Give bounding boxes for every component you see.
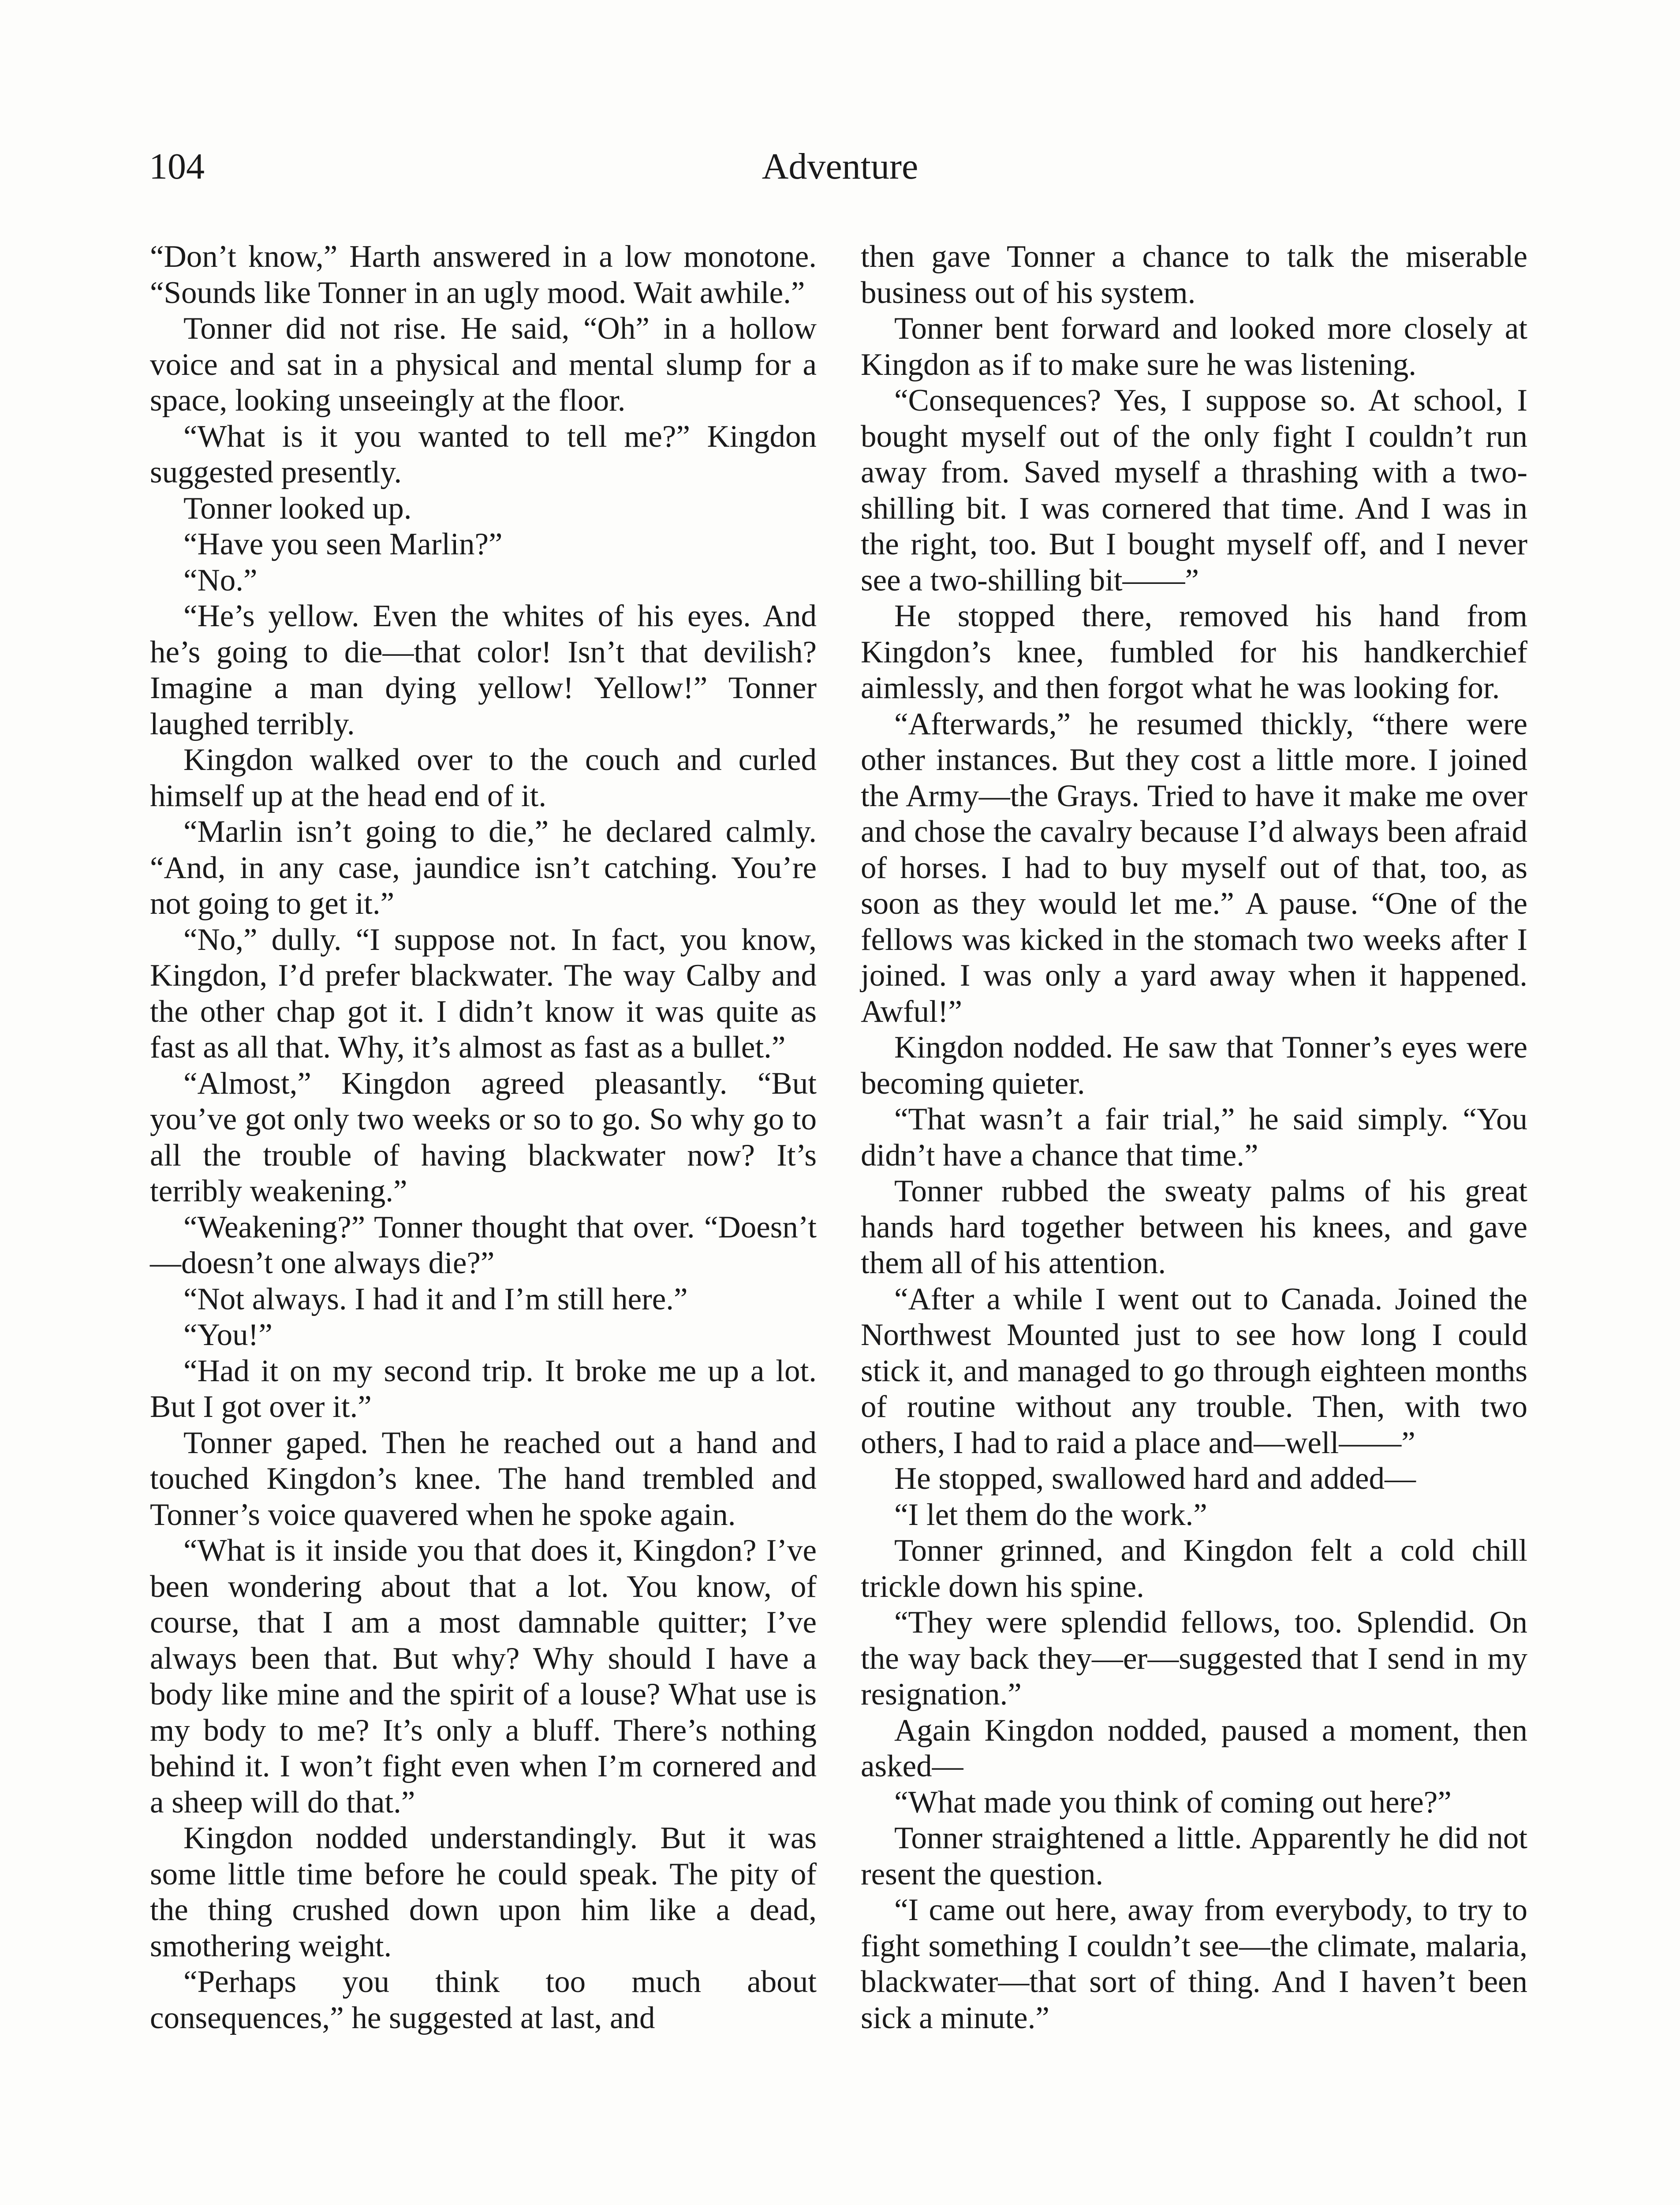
paragraph: Tonner bent forward and looked more closely at Kingdon as if to make sure he was listening. [861, 311, 1527, 382]
paragraph: “Don’t know,” Harth answered in a low monotone. “Sounds like Tonner in an ugly mood. Wait awhile.” [150, 239, 817, 310]
page-number: 104 [149, 146, 205, 187]
running-head-title: Adventure [762, 146, 918, 187]
paragraph: “Have you seen Marlin?” [183, 527, 503, 561]
paragraph: “Almost,” Kingdon agreed pleasantly. “But you’ve got only two weeks or so to go. So why go to all the trouble of having blackwater now? It’s terribly weakening.” [150, 1066, 817, 1208]
paragraph: Again Kingdon nodded, paused a moment, then asked— [861, 1713, 1527, 1783]
paragraph: Tonner gaped. Then he reached out a hand and touched Kingdon’s knee. The hand trembled and Tonner’s voice quavered when he spoke again. [150, 1425, 817, 1532]
paragraph: “Perhaps you think too much about consequences,” he suggested at last, and [150, 1965, 817, 2035]
paragraph: “What made you think of coming out here?” [894, 1785, 1452, 1820]
paragraph: Tonner did not rise. He said, “Oh” in a hollow voice and sat in a physical and mental slump for a space, looking unseeingly at the floor. [150, 311, 817, 418]
paragraph: then gave Tonner a chance to talk the miserable business out of his system. [861, 239, 1527, 310]
paragraph: “You!” [183, 1318, 273, 1352]
paragraph: “Weakening?” Tonner thought that over. “Doesn’t—doesn’t one always die?” [150, 1210, 817, 1280]
paragraph: “No,” dully. “I suppose not. In fact, you know, Kingdon, I’d prefer blackwater. The way Calby and the other chap got it. I didn’t know it was quite as fast as all that. Why, it’s almost as fast as a bullet.” [150, 922, 817, 1065]
paragraph: “I came out here, away from everybody, to try to fight something I couldn’t see—the climate, malaria, blackwater—that sort of thing. And I haven’t been sick a minute.” [861, 1893, 1527, 2035]
paragraph: “Consequences? Yes, I suppose so. At school, I bought myself out of the only fight I couldn’t run away from. Saved myself a thrashing with a two-shilling bit. I was cornered that time. And I was in the right, too. But I bought myself off, and I never see a two-shilling bit——” [861, 383, 1527, 598]
paragraph: Tonner rubbed the sweaty palms of his great hands hard together between his knees, and gave them all of his attention. [861, 1174, 1527, 1280]
paragraph: “That wasn’t a fair trial,” he said simply. “You didn’t have a chance that time.” [861, 1102, 1527, 1173]
paragraph: “What is it you wanted to tell me?” Kingdon suggested presently. [150, 419, 817, 490]
paragraph: “I let them do the work.” [894, 1497, 1207, 1532]
paragraph: Kingdon nodded understandingly. But it was some little time before he could speak. The pity of the thing crushed down upon him like a dead, smothering weight. [150, 1821, 817, 1963]
right-column [861, 239, 1527, 2036]
paragraph: “No.” [183, 563, 258, 598]
paragraph: “Afterwards,” he resumed thickly, “there were other instances. But they cost a little more. I joined the Army—the Grays. Tried to have it make me over and chose the cavalry because I’d always been afraid of horses. I had to buy myself out of that, too, as soon as they would let me.” A pause. “One of the fellows was kicked in the stomach two weeks after I joined. I was only a yard away when it happened. Awful!” [861, 706, 1527, 1029]
paragraph: “He’s yellow. Even the whites of his eyes. And he’s going to die—that color! Isn’t that devilish? Imagine a man dying yellow! Yellow!” Tonner laughed terribly. [150, 599, 817, 741]
paragraph: “Marlin isn’t going to die,” he declared calmly. “And, in any case, jaundice isn’t catching. You’re not going to get it.” [150, 815, 817, 921]
paragraph: “They were splendid fellows, too. Splendid. On the way back they—er—suggested that I send in my resignation.” [861, 1605, 1527, 1712]
paragraph: “Not always. I had it and I’m still here.” [183, 1282, 688, 1316]
paragraph: He stopped there, removed his hand from Kingdon’s knee, fumbled for his handkerchief aimlessly, and then forgot what he was looking for. [861, 599, 1527, 705]
paragraph: Tonner grinned, and Kingdon felt a cold chill trickle down his spine. [861, 1533, 1527, 1604]
paragraph: “Had it on my second trip. It broke me up a lot. But I got over it.” [150, 1353, 817, 1424]
paragraph: “What is it inside you that does it, Kingdon? I’ve been wondering about that a lot. You know, of course, that I am a most damnable quitter; I’ve always been that. But why? Why should I have a body like mine and the spirit of a louse? What use is my body to me? It’s only a bluff. There’s nothing behind it. I won’t fight even when I’m cornered and a sheep will do that.” [150, 1533, 817, 1820]
left-column [150, 239, 817, 2036]
paragraph: “After a while I went out to Canada. Joined the Northwest Mounted just to see how long I could stick it, and managed to go through eighteen months of routine without any trouble. Then, with two others, I had to raid a place and—well——” [861, 1282, 1527, 1460]
paragraph: Kingdon nodded. He saw that Tonner’s eyes were becoming quieter. [861, 1030, 1527, 1101]
paragraph: He stopped, swallowed hard and added— [894, 1461, 1416, 1496]
paragraph: Tonner straightened a little. Apparently he did not resent the question. [861, 1821, 1527, 1891]
paragraph: Tonner looked up. [183, 491, 412, 526]
paragraph: Kingdon walked over to the couch and curled himself up at the head end of it. [150, 743, 817, 813]
